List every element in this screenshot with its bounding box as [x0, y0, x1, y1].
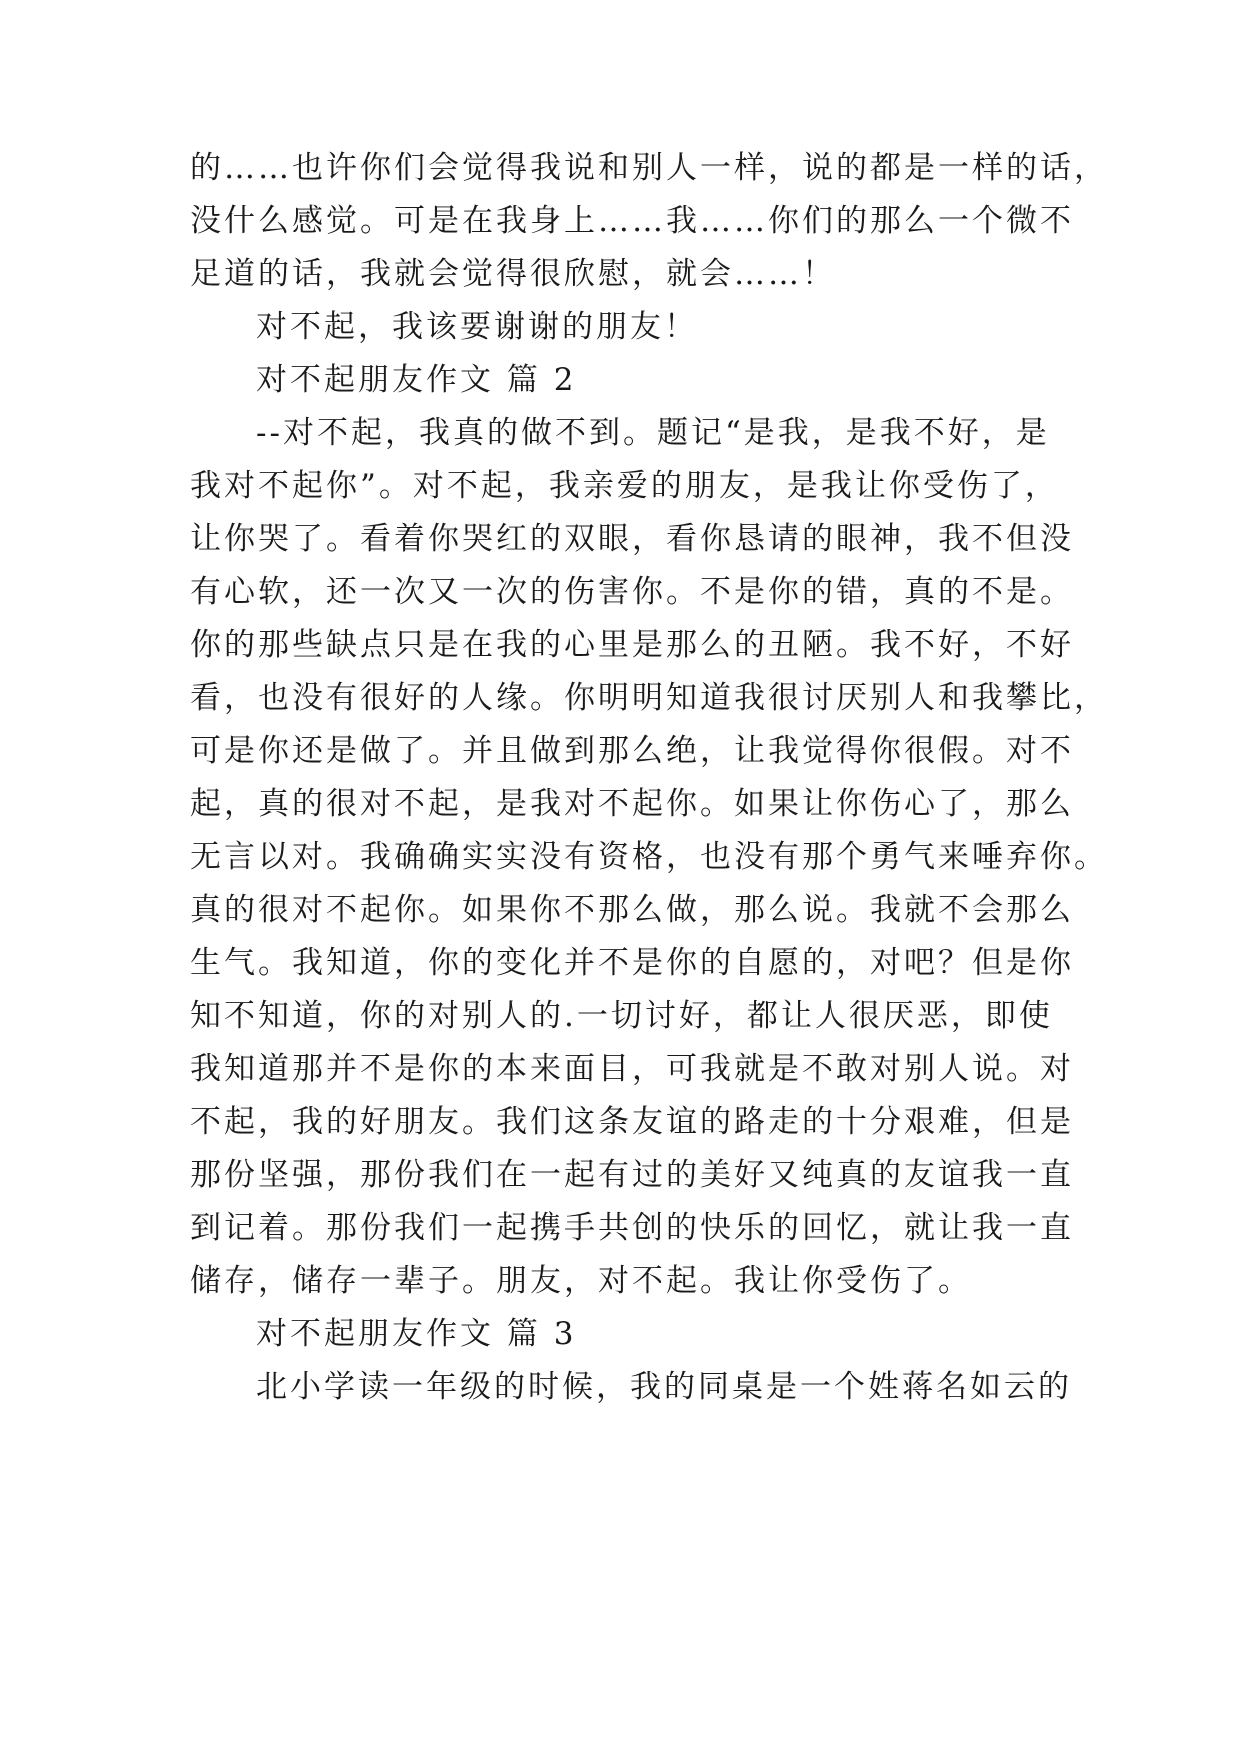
- text-line: 那份坚强，那份我们在一起有过的美好又纯真的友谊我一直: [190, 1157, 1074, 1193]
- text-line: 你的那些缺点只是在我的心里是那么的丑陋。我不好，不好: [190, 627, 1074, 663]
- text-line: 生气。我知道，你的变化并不是你的自愿的，对吧？但是你: [190, 945, 1074, 981]
- text-line: 到记着。那份我们一起携手共创的快乐的回忆，就让我一直: [190, 1210, 1074, 1246]
- text-line: 起，真的很对不起，是我对不起你。如果让你伤心了，那么: [190, 786, 1074, 822]
- text-line: 可是你还是做了。并且做到那么绝，让我觉得你很假。对不: [190, 733, 1074, 769]
- text-line: 北小学读一年级的时候，我的同桌是一个姓蒋名如云的: [256, 1369, 1072, 1405]
- text-line: 有心软，还一次又一次的伤害你。不是你的错，真的不是。: [190, 574, 1074, 610]
- text-line: --对不起，我真的做不到。题记“是我，是我不好，是: [256, 415, 1050, 451]
- text-line: 知不知道，你的对别人的.一切讨好，都让人很厌恶，即使: [190, 998, 1053, 1034]
- section-heading: 对不起朋友作文 篇 3: [256, 1316, 577, 1352]
- text-line: 看，也没有很好的人缘。你明明知道我很讨厌别人和我攀比，: [190, 680, 1108, 716]
- text-line: 我对不起你”。对不起，我亲爱的朋友，是我让你受伤了，: [190, 468, 1059, 504]
- text-line: 不起，我的好朋友。我们这条友谊的路走的十分艰难，但是: [190, 1104, 1074, 1140]
- text-line: 对不起，我该要谢谢的朋友！: [256, 309, 698, 345]
- text-line: 储存，储存一辈子。朋友，对不起。我让你受伤了。: [190, 1263, 972, 1299]
- text-line: 无言以对。我确确实实没有资格，也没有那个勇气来唾弃你。: [190, 839, 1108, 875]
- section-heading: 对不起朋友作文 篇 2: [256, 362, 577, 398]
- text-line: 让你哭了。看着你哭红的双眼，看你恳请的眼神，我不但没: [190, 521, 1074, 557]
- text-line: 的……也许你们会觉得我说和别人一样，说的都是一样的话，: [190, 150, 1108, 186]
- text-line: 真的很对不起你。如果你不那么做，那么说。我就不会那么: [190, 892, 1074, 928]
- text-line: 足道的话，我就会觉得很欣慰，就会……！: [190, 256, 836, 292]
- text-line: 没什么感觉。可是在我身上……我……你们的那么一个微不: [190, 203, 1074, 239]
- text-line: 我知道那并不是你的本来面目，可我就是不敢对别人说。对: [190, 1051, 1074, 1087]
